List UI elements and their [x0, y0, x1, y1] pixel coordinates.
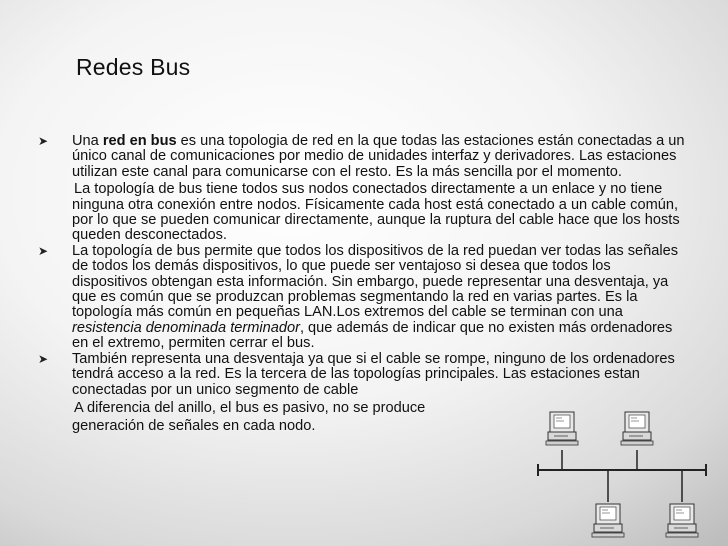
bus-topology-diagram [520, 404, 724, 544]
slide-title: Redes Bus [76, 54, 191, 80]
bullet-item-2 [38, 244, 688, 352]
bullet-1-bold: red en bus [102, 133, 177, 149]
computer-node-icon [546, 412, 578, 445]
arrow-bullet-icon: ➤ [38, 243, 49, 258]
slide-content [38, 134, 688, 435]
drop-lines [562, 450, 682, 502]
computer-node-icon [592, 504, 624, 537]
bullet-item-3 [38, 352, 688, 398]
arrow-bullet-icon: ➤ [38, 134, 49, 148]
bus-cable [538, 464, 706, 476]
bullet-1-pre: Una [72, 133, 103, 149]
bullet-2-post: , que además de indicar que no existen más ordenadores en el extremo, permiten cerrar el bus. [72, 319, 673, 352]
bullet-2-italic: resistencia denominada terminador [72, 319, 300, 336]
computer-node-icon [666, 504, 698, 537]
computer-node-icon [621, 412, 653, 445]
trailing-line-2: generación de señales en cada nodo. [72, 418, 316, 435]
trailing-line-1: A diferencia del anillo, el bus es pasivo, no se produce [74, 399, 426, 416]
bullet-1-continuation: La topología de bus tiene todos sus nodos conectados directamente a un enlace y no tiene ninguna otra conexión entre nodos. Físicamente cada host está conectado a un cable común, por lo que se pueden comunicar directamente, aunque la ruptura del cable hace que los hosts queden desconectados. [72, 181, 680, 244]
arrow-bullet-icon: ➤ [38, 351, 49, 366]
bullet-1-post: es una topologia de red en la que todas las estaciones están conectadas a un único canal de comunicaciones por medio de unidades interfaz y derivadores. Las estaciones utilizan este canal para comunicarse con el resto. Es la más sencilla por el momento. [72, 133, 685, 180]
bullet-item-1 [38, 134, 688, 180]
bullet-2-pre: La topología de bus permite que todos los dispositivos de la red puedan ver todas las señales de todos los demás dispositivos, lo que puede ser ventajoso si desea que todos los dispositivos obtengan esta información. Sin embargo, puede representar una desventaja, ya que es común que se produzcan problemas segmentando la red en varias partes. Es la topología más común en pequeñas LAN.Los extremos del cable se terminan con una [72, 242, 679, 321]
bullet-3-text: También representa una desventaja ya que si el cable se rompe, ninguno de los ordenadores tendrá acceso a la red. Es la tercera de las topologías principales. Las estaciones estan conectadas por un unico segmento de cable [72, 350, 675, 398]
